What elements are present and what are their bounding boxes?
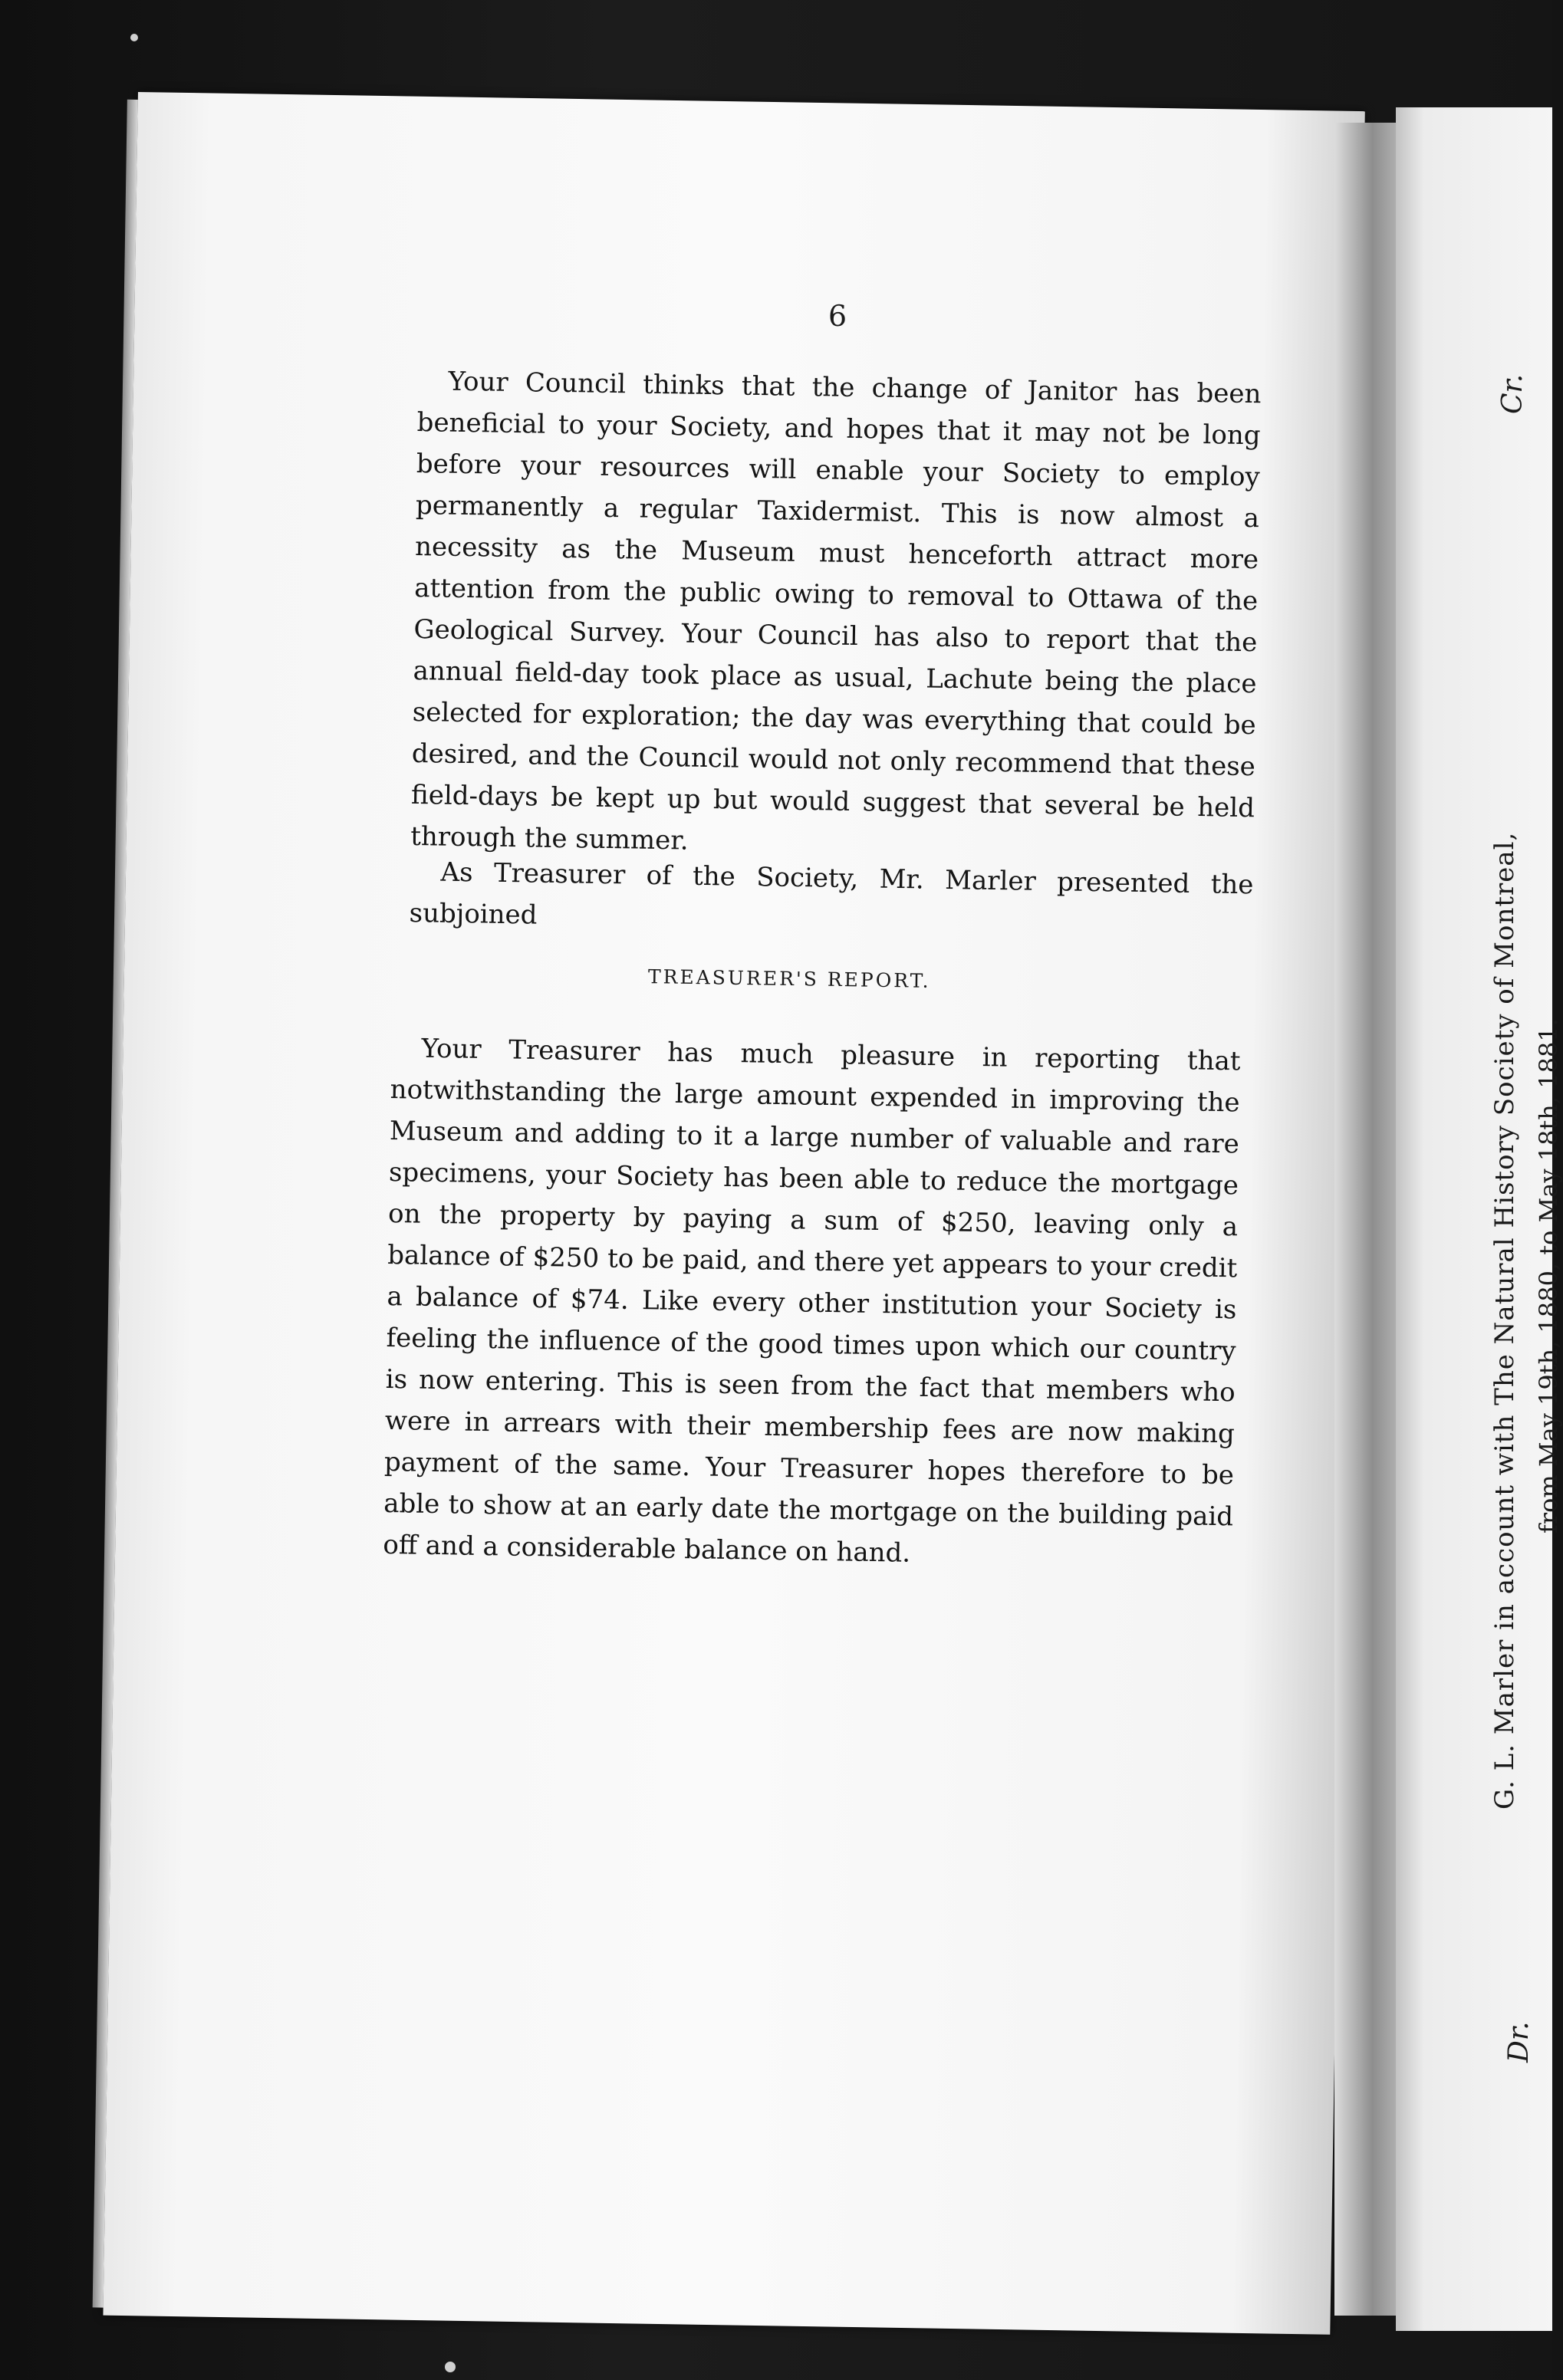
facing-page-dr-label: Dr. [1503,2021,1535,2063]
scan-speck [130,34,138,41]
treasurer-report-paragraph: Your Treasurer has much pleasure in reporting that notwithstanding the large amount expended in improving the Museum and adding to it a large number of valuable and rare specimens, your Society has been able to reduce the mortgage on the property by paying a sum of $250, leaving only a balance of $250 to be paid, and there yet appears to your credit a balance of $74. Like every other institution your Society is feeling the influence of the good times upon which our country is now entering. This is seen from the fact that members who were in arrears with their membership fees are now making payment of the same. Your Treasurer hopes therefore to be able to show at an early date the mortgage on the building paid off and a considerable balance on hand. [383,1033,1241,1569]
facing-page-account-title: G. L. Marler in account with The Natural History Society of Montreal, [1489,831,1520,1810]
facing-page-cr-label: Cr. [1497,373,1528,414]
book-gutter [1334,123,1403,2316]
scan-speck [445,2362,456,2372]
council-paragraph: Your Council thinks that the change of Janitor has been beneficial to your Society, and hopes that it may not be long before your resources will enable your Society to employ permanently a regular Taxidermist. This is now almost a necessity as the Museum must henceforth attract more attention from the public owing to removal to Ottawa of the Geological Survey. Your Council has also to report that the annual field-day took place as usual, Lachute being the place selected for exploration; the day was everything that could be desired, and the Council would not only recommend that these field-days be kept up but would suggest that several be held through the summer. [410,366,1262,856]
treasurer-report-heading: TREASURER'S REPORT. [647,965,931,992]
facing-page-account-dates: from May 19th, 1880, to May 18th, 1881. [1534,1018,1563,1534]
page-number: 6 [828,298,847,334]
treasurer-presented-paragraph: As Treasurer of the Society, Mr. Marler presented the subjoined [409,856,1254,931]
right-page-edge [1396,107,1552,2331]
